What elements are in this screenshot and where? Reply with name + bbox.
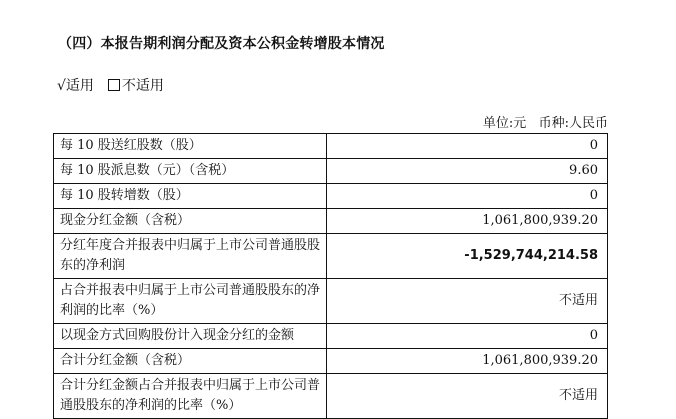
row-value: 1,061,800,939.20 — [327, 209, 608, 234]
table-row — [54, 234, 608, 279]
table-row — [54, 279, 608, 324]
row-label: 每 10 股转增数（股） — [54, 184, 327, 209]
checkbox-empty-icon — [108, 79, 120, 91]
row-label: 分红年度合并报表中归属于上市公司普通股股东的净利润 — [54, 234, 327, 279]
table-row — [54, 324, 608, 349]
row-value: 0 — [327, 184, 608, 209]
row-label: 以现金方式回购股份计入现金分红的金额 — [54, 324, 327, 349]
row-label: 合计分红金额占合并报表中归属于上市公司普通股股东的净利润的比率（%） — [54, 374, 327, 419]
row-value: 不适用 — [327, 279, 608, 324]
applicability-line — [57, 75, 164, 95]
section-heading: （四）本报告期利润分配及资本公积金转增股本情况 — [58, 36, 385, 52]
row-label: 合计分红金额（含税） — [54, 349, 327, 374]
table-row — [54, 134, 608, 159]
row-value: 1,061,800,939.20 — [327, 349, 608, 374]
table-row — [54, 159, 608, 184]
table-row — [54, 184, 608, 209]
profit-distribution-table — [53, 133, 608, 419]
not-applicable-option: 不适用 — [121, 78, 164, 94]
applicable-option: √适用 — [57, 78, 94, 94]
row-value: 0 — [327, 324, 608, 349]
row-label: 现金分红金额（含税） — [54, 209, 327, 234]
unit-currency-note: 单位:元 币种:人民币 — [482, 116, 608, 131]
row-label: 占合并报表中归属于上市公司普通股股东的净利润的比率（%） — [54, 279, 327, 324]
row-label: 每 10 股派息数（元）（含税） — [54, 159, 327, 184]
table-row — [54, 209, 608, 234]
row-value: 不适用 — [327, 374, 608, 419]
row-value: 0 — [327, 134, 608, 159]
row-value: -1,529,744,214.58 — [327, 234, 608, 279]
row-label: 每 10 股送红股数（股） — [54, 134, 327, 159]
table-row — [54, 374, 608, 419]
row-value: 9.60 — [327, 159, 608, 184]
table-row — [54, 349, 608, 374]
